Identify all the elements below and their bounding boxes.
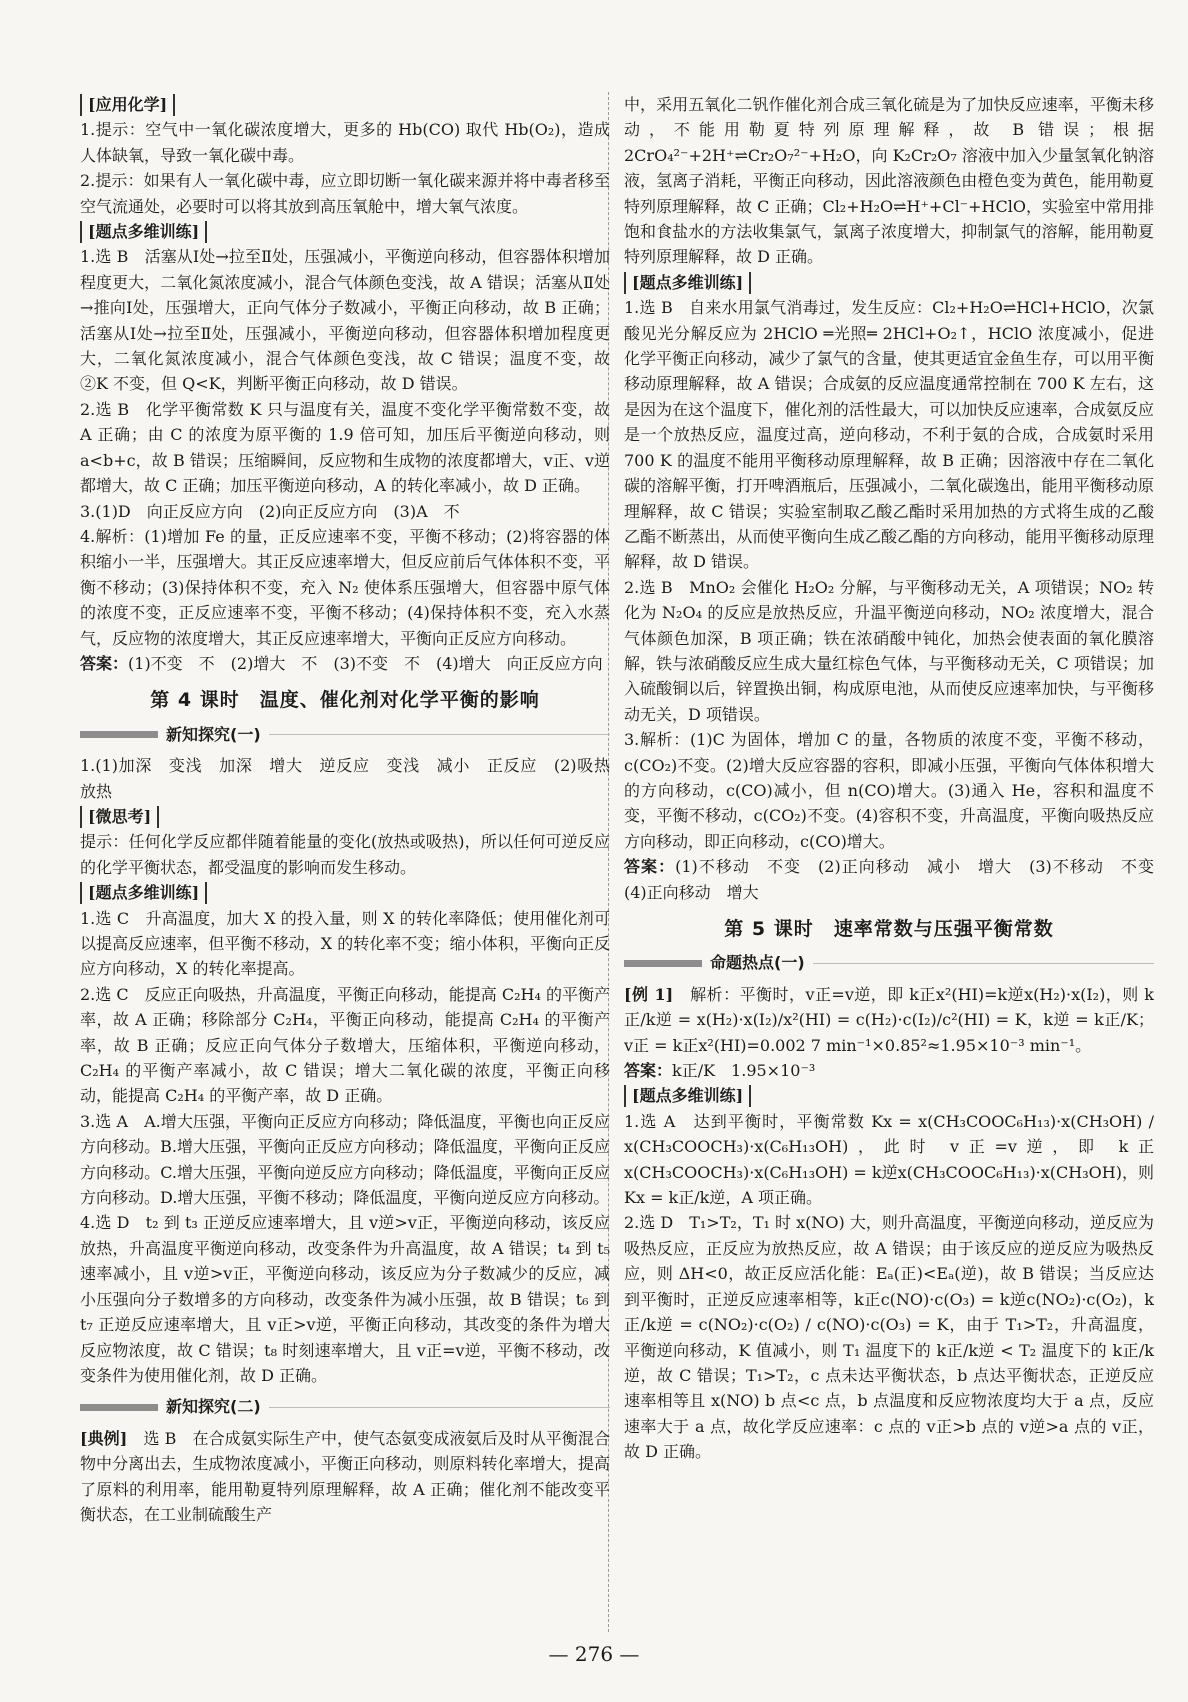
list-item: 4.选 D t₂ 到 t₃ 正逆反应速率增大，且 v逆>v正，平衡逆向移动，该反应放热，升高温度平衡逆向移动，改变条件为升高温度，故 A 错误；t₄ 到 t₅ 速率减小，且 v逆>v正，平衡逆向移动，该反应为分子数减少的反应，减小压强向分子数增多的方向移动，改变条件为减小压强，故 B 错误；t₆ 到 t₇ 正逆反应速率增大，且 v正>v逆，平衡正向移动，其改变的条件为增大反应物浓度，故 C 错误；t₈ 时刻速率增大，且 v正=v逆，平衡不移动，改变条件为使用催化剂，故 D 正确。 [80,1213,610,1385]
section-title-think: [微思考] [80,806,159,828]
header-bar-icon [624,960,702,967]
think-text: 提示：任何化学反应都伴随着能量的变化(放热或吸热)，所以任何可逆反应的化学平衡状态，都受温度的影响而发生移动。 [80,832,610,877]
section-title-training: [题点多维训练] [80,882,207,904]
list-item: 2.选 B MnO₂ 会催化 H₂O₂ 分解，与平衡移动无关，A 项错误；NO₂ 转化为 N₂O₄ 的反应是放热反应，升温平衡逆向移动，NO₂ 浓度增大，混合气体颜色加深，B 项正确；铁在浓硝酸中钝化，加热会使表面的氧化膜溶解，铁与浓硝酸反应生成大量红棕色气体，与平衡移动无关，C 项错误；加入硫酸铜以后，锌置换出铜，构成原电池，从而使反应速率加快，与平衡移动无关，D 项错误。 [624,577,1154,724]
example-label: [典例] [80,1428,128,1448]
example-label: [例 1] [624,984,674,1004]
header-bar-icon [80,731,158,738]
explore-title: 新知探究(二) [166,1397,261,1417]
example-text: 选 B 在合成氨实际生产中，使气态氨变成液氨后及时从平衡混合物中分离出去，生成物浓度减小，平衡正向移动，则原料转化率增大，提高了原料的利用率，能用勒夏特列原理解释，故 A 正确；催化剂不能改变平衡状态，在工业制硫酸生产 [80,1428,610,1524]
explore-header [80,722,610,747]
section-title-training: [题点多维训练] [80,221,207,243]
lesson-title: 第 4 课时 温度、催化剂对化学平衡的影响 [150,689,540,712]
list-item: 1.选 A 达到平衡时，平衡常数 Kx = x(CH₃COOC₆H₁₃)·x(CH₃OH) / x(CH₃COOCH₃)·x(C₆H₁₃OH)，此时 v正=v逆，即 k正x(CH₃COOCH₃)·x(C₆H₁₃OH) = k逆x(CH₃COOC₆H₁₃)·x(CH₃OH)，则 Kx = k正/k逆，A 项正确。 [624,1111,1154,1208]
answer-line [624,1058,1154,1083]
list-item: 1.选 C 升高温度，加大 X 的投入量，则 X 的转化率降低；使用催化剂可以提高反应速率，但平衡不移动，X 的转化率不变；缩小体积，平衡向正反应方向移动，X 的转化率提高。 [80,908,610,979]
section-title-training: [题点多维训练] [624,1085,751,1107]
hot-topic-title: 命题热点(一) [710,953,805,973]
list-item: 2.选 B 化学平衡常数 K 只与温度有关，温度不变化学平衡常数不变，故 A 正确；由 C 的浓度为原平衡的 1.9 倍可知，加压后平衡逆向移动，则 a<b+c，故 B 错误；压缩瞬间，反应物和生成物的浓度都增大，v正、v逆 都增大，故 C 正确；加压平衡逆向移动，A 的转化率减小，故 D 正确。 [80,399,610,496]
list-item: 4.解析：(1)增加 Fe 的量，正反应速率不变，平衡不移动；(2)将容器的体积缩小一半，压强增大。其正反应速率增大，但反应前后气体体积不变，平衡不移动；(3)保持体积不变，充入 N₂ 使体系压强增大，但容器中原气体的浓度不变，正反应速率不变，平衡不移动；(4)保持体积不变，充入水蒸气，反应物的浓度增大，其正反应速率增大，平衡向正反应方向移动。 [80,526,610,648]
list-item: 2.提示：如果有人一氧化碳中毒，应立即切断一氧化碳来源并将中毒者移至空气流通处，必要时可以将其放到高压氧舱中，增大氧气浓度。 [80,171,610,216]
list-item: 1.(1)加深 变浅 加深 增大 逆反应 变浅 减小 正反应 (2)吸热 放热 [80,756,627,801]
section-title-training: [题点多维训练] [624,272,751,294]
continued-text: 中，采用五氧化二钒作催化剂合成三氧化硫是为了加快反应速率，平衡未移动，不能用勒夏特列原理解释，故 B 错误；根据 2CrO₄²⁻+2H⁺⇌Cr₂O₇²⁻+H₂O，向 K₂Cr₂O₇ 溶液中加入少量氢氧化钠溶液，氢离子消耗，平衡正向移动，因此溶液颜色由橙色变为黄色，能用勒夏特列原理解释，故 C 正确；Cl₂+H₂O⇌H⁺+Cl⁻+HClO，实验室中常用排饱和食盐水的方法收集氯气，氯离子浓度增大，抑制氯气的溶解，能用勒夏特列原理解释，故 D 正确。 [624,95,1154,267]
section-title-applied-chemistry: [应用化学] [80,94,175,116]
lesson-title: 第 5 课时 速率常数与压强平衡常数 [724,918,1054,940]
example-text: 解析：平衡时，v正=v逆，即 k正x²(HI)=k逆x(H₂)·x(I₂)，则 k正/k逆 = x(H₂)·x(I₂)/x²(HI) = c(H₂)·c(I₂)/c²(HI) = K，k逆 = k正/K；v正 = k正x²(HI)=0.002 7 min⁻¹×0.85²≈1.95×10⁻³ min⁻¹。 [624,984,1154,1055]
list-item: 3.(1)D 向正反应方向 (2)向正反应方向 (3)A 不 [80,501,460,521]
list-item: 1.选 B 自来水用氯气消毒过，发生反应：Cl₂+H₂O⇌HCl+HClO，次氯酸见光分解反应为 2HClO ═光照═ 2HCl+O₂↑，HClO 浓度减小，促进化学平衡正向移动，减少了氯气的含量，使其更适宜金鱼生存，可以用平衡移动原理解释，故 A 错误；合成氨的反应温度通常控制在 700 K 左右，这是因为在这个温度下，催化剂的活性最大，可以加快反应速率，合成氨反应是一个放热反应，温度过高，逆向移动，不利于氨的合成，合成氨时采用 700 K 的温度不能用平衡移动原理解释，故 B 正确；因溶液中存在二氧化碳的溶解平衡，打开啤酒瓶后，压强减小，二氧化碳逸出，能用平衡移动原理解释，故 C 错误；实验室制取乙酸乙酯时采用加热的方式将生成的乙酸乙酯不断蒸出，从而使平衡向生成乙酸乙酯的方向移动，能用平衡移动原理解释，故 D 错误。 [624,298,1154,572]
right-column [624,92,1171,1465]
list-item: 3.解析：(1)C 为固体，增加 C 的量，各物质的浓度不变，平衡不移动，c(CO₂)不变。(2)增大反应容器的容积，即减小压强，平衡向气体体积增大的方向移动，c(CO)减小，但 n(CO)增大。(3)通入 He，容积和温度不变，平衡不移动，c(CO₂)不变。(4)容积不变，升高温度，平衡向吸热反应方向移动，即正向移动，c(CO)增大。 [624,730,1154,851]
list-item: 1.提示：空气中一氧化碳浓度增大，更多的 Hb(CO) 取代 Hb(O₂)，造成人体缺氧，导致一氧化碳中毒。 [80,120,610,165]
answer-label: 答案： [80,653,129,673]
list-item: 2.选 D T₁>T₂，T₁ 时 x(NO) 大，则升高温度，平衡逆向移动，逆反应为吸热反应，正反应为放热反应，故 A 错误；由于该反应的逆反应为吸热反应，则 ΔH<0，故正反应活化能：Eₐ(正)<Eₐ(逆)，故 B 错误；当反应达到平衡时，正逆反应速率相等，k正c(NO)·c(O₃) = k逆c(NO₂)·c(O₂)，k正/k逆 = c(NO₂)·c(O₂) / c(NO)·c(O₃) = K，由于 T₁>T₂，升高温度，平衡逆向移动，K 值减小，则 T₁ 温度下的 k正/k逆 < T₂ 温度下的 k正/k逆，故 C 错误；T₁>T₂，c 点未达平衡状态，b 点达平衡状态，正逆反应速率相等且 x(NO) b 点<c 点，b 点温度和反应物浓度均大于 a 点，反应速率大于 a 点，故化学反应速率：c 点的 v正>b 点的 v逆>a 点的 v正，故 D 正确。 [624,1213,1154,1462]
list-item: 2.选 C 反应正向吸热，升高温度，平衡正向移动，能提高 C₂H₄ 的平衡产率，故 A 正确；移除部分 C₂H₄，平衡正向移动，能提高 C₂H₄ 的平衡产率，故 B 正确；反应正向气体分子数增大，压缩体积，平衡逆向移动，C₂H₄ 的平衡产率减小，故 C 错误；增大二氧化碳的浓度，平衡正向移动，能提高 C₂H₄ 的平衡产率，故 D 正确。 [80,984,610,1106]
header-rule [813,963,1154,964]
list-item: 3.选 A A.增大压强，平衡向正反应方向移动；降低温度，平衡也向正反应方向移动。B.增大压强，平衡向正反应方向移动；降低温度，平衡向正反应方向移动。C.增大压强，平衡向逆反应方向移动；降低温度，平衡向正反应方向移动。D.增大压强，平衡不移动；降低温度，平衡向逆反应方向移动。 [80,1111,610,1208]
header-rule [269,1407,610,1408]
list-item: 1.选 B 活塞从Ⅰ处→拉至Ⅱ处，压强减小，平衡逆向移动，但容器体积增加程度更大，二氧化氮浓度减小，混合气体颜色变浅，故 A 错误；活塞从Ⅱ处→推向Ⅰ处，压强增大，正向气体分子数减小，平衡正向移动，故 B 正确；活塞从Ⅰ处→拉至Ⅱ处，压强减小，平衡逆向移动，但容器体积增加程度更大，二氧化氮浓度减小，混合气体颜色变浅，故 C 错误；温度不变，故②K 不变，但 Q<K，判断平衡正向移动，故 D 错误。 [80,247,610,394]
explore-header [80,1394,610,1419]
left-column [80,92,627,1527]
header-rule [269,734,610,735]
answer-text: (1)不变 不 (2)增大 不 (3)不变 不 (4)增大 向正反应方向 [128,653,603,673]
explore-title: 新知探究(一) [166,724,261,744]
page-number: — 276 — [548,1642,640,1666]
hot-topic-header [624,950,1154,975]
answer-text: (1)不移动 不变 (2)正向移动 减小 增大 (3)不移动 不变 (4)正向移动 增大 [624,857,1171,902]
example-paragraph [624,982,1154,1058]
answer-label: 答案： [624,857,676,877]
answer-line [624,854,1171,905]
answer-text: k正/K 1.95×10⁻³ [672,1061,816,1081]
example-paragraph [80,1426,610,1528]
answer-line [80,651,610,676]
header-bar-icon [80,1404,158,1411]
answer-label: 答案： [624,1061,673,1081]
